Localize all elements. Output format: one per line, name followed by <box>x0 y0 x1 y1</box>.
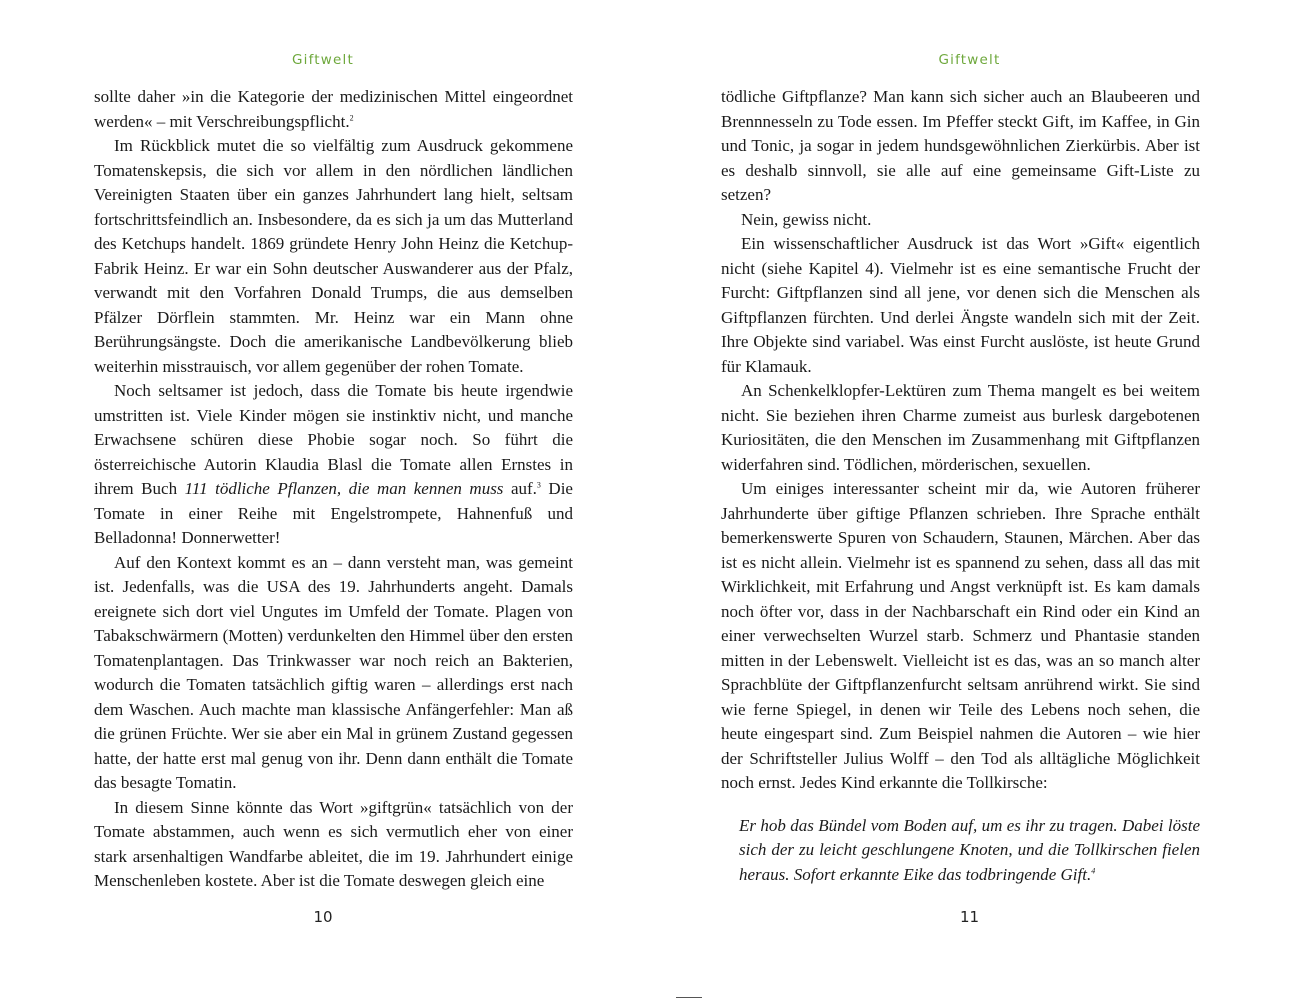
paragraph: Im Rückblick mutet die so vielfältig zum Ausdruck gekommene Tomatenskepsis, die sich vor allem in den nördlichen ländlichen Vereinigten Staaten über ein ganzes Jahrhundert lang hielt, seltsam fortschrittsfeindlich an. Insbesondere, da es sich ja um das Mutterland des Ketchups handelt. 1869 gründete Henry John Heinz die Ketchup-Fabrik Heinz. Er war ein Sohn deutscher Auswanderer aus der Pfalz, verwandt mit den Vorfahren Donald Trumps, die aus demselben Pfälzer Dörflein stammten. Mr. Heinz war ein Mann ohne Berührungsängste. Doch die amerikanische Landbevölkerung blieb weiterhin misstrauisch, vor allem gegenüber der rohen Tomate. <box>94 136 573 376</box>
paragraph: In diesem Sinne könnte das Wort »giftgrün« tatsächlich von der Tomate abstammen, auch wenn es sich vermutlich eher von einer stark arsenhaltigen Wandfarbe ableitet, die im 19. Jahrhundert einige Menschenleben kostete. Aber ist die Tomate deswegen gleich eine <box>94 797 573 890</box>
paragraph: sollte daher »in die Kategorie der medizinischen Mittel eingeordnet werden« – mit Verschreibungspflicht.$^2$ <box>94 87 573 131</box>
block-quote: Er hob das Bündel vom Boden auf, um es ihr zu tragen. Dabei löste sich der zu leicht geschlungene Knoten, und die Tollkirschen fielen heraus. Sofort erkannte Eike das todbringende Gift.$^4$ <box>739 815 1200 884</box>
footnote-ref[interactable]: 4 <box>1091 865 1096 875</box>
paragraph: Auf den Kontext kommt es an – dann versteht man, was gemeint ist. Jedenfalls, was die USA des 19. Jahrhunderts angeht. Damals ereignete sich dort viel Ungutes im Umfeld der Tomate. Plagen von Tabakschwärmern (Motten) verdunkelten den Himmel über den ersten Tomatenplantagen. Das Trinkwasser war noch reich an Bakterien, wodurch die Tomaten tatsächlich giftig waren – allerdings erst nach dem Waschen. Auch machte man klassische Anfängerfehler: Man aß die grünen Früchte. Wer sie aber ein Mal in grünem Zustand gegessen hatte, der hatte erst mal genug von ihr. Denn dann enthält die Tomate das besagte Tomatin. <box>94 552 573 792</box>
divider <box>676 997 702 998</box>
footnote-ref[interactable]: 2 <box>349 112 354 122</box>
paragraph: Ein wissenschaftlicher Ausdruck ist das Wort »Gift« eigentlich nicht (siehe Kapitel 4). Vielmehr ist es eine semantische Frucht der Furcht: Giftpflanzen sind all jene, vor denen sich die Menschen als Giftpflanzen fürchten. Und derlei Ängste wandeln sich mit der Zeit. Ihre Objekte sind variabel. Was einst Furcht auslöste, ist heute Grund für Klamauk. <box>721 234 1200 376</box>
paragraph: Nein, gewiss nicht. <box>741 209 872 229</box>
body-text <box>94 85 573 894</box>
running-head: Giftwelt <box>938 52 1001 68</box>
page-number: 11 <box>959 908 980 926</box>
body-text <box>721 85 1200 887</box>
paragraph: Noch seltsamer ist jedoch, dass die Tomate bis heute irgendwie umstritten ist. Viele Kinder mögen sie instinktiv nicht, und manche Erwachsene schüren diese Phobie sogar noch. So führt die österreichische Autorin Klaudia Blasl die Tomate allen Ernstes in ihrem Buch 111 tödliche Pflanzen, die man kennen muss auf.$^3$ Die Tomate in einer Reihe mit Engelstrompete, Hahnenfuß und Belladonna! Donnerwetter! <box>94 381 573 547</box>
running-head: Giftwelt <box>291 52 354 68</box>
paragraph: tödliche Giftpflanze? Man kann sich sicher auch an Blaubeeren und Brennnesseln zu Tode essen. Im Pfeffer steckt Gift, im Kaffee, in Gin und Tonic, ja sogar in jedem hundsgewöhnlichen Zierkürbis. Aber ist es deshalb sinnvoll, sie alle auf eine gemeinsame Gift-Liste zu setzen? <box>721 87 1200 204</box>
book-title: 111 tödliche Pflanzen, die man kennen muss <box>184 479 504 498</box>
footnote-ref[interactable]: 3 <box>536 480 541 490</box>
page-number: 10 <box>313 908 333 926</box>
paragraph: An Schenkelklopfer-Lektüren zum Thema mangelt es bei weitem nicht. Sie beziehen ihren Charme zumeist aus burlesk dargebotenen Kuriositäten, die den Menschen im Zusammenhang mit Giftpflanzen widerfahren sind. Tödlichen, mörderischen, sexuellen. <box>721 381 1200 474</box>
right-page <box>646 0 1293 1000</box>
left-page <box>0 0 646 1000</box>
paragraph: Um einiges interessanter scheint mir da, wie Autoren früherer Jahrhunderte über giftige Pflanzen schrieben. Ihre Sprache enthält bemerkenswerte Spuren von Schaudern, Staunen, Märchen. Aber das ist es nicht allein. Vielmehr ist es spannend zu sehen, dass all das mit Wirklichkeit, mit Erfahrung und Angst verknüpft ist. Es kam damals noch öfter vor, dass in der Nachbarschaft ein Rind oder ein Kind an einer verwechselten Wurzel starb. Schmerz und Phantasie standen mitten in der Lebenswelt. Vielleicht ist es das, was an so manch alter Sprachblüte der Giftpflanzenfurcht seltsam anrührend wirkt. Sie sind wie ferne Spiegel, in denen wir Teile des Lebens noch sehen, die heute eingespart sind. Zum Beispiel nahmen die Autoren – wie hier der Schriftsteller Julius Wolff – den Tod als alltägliche Möglichkeit noch ernst. Jedes Kind erkannte die Tollkirsche: <box>721 479 1200 792</box>
